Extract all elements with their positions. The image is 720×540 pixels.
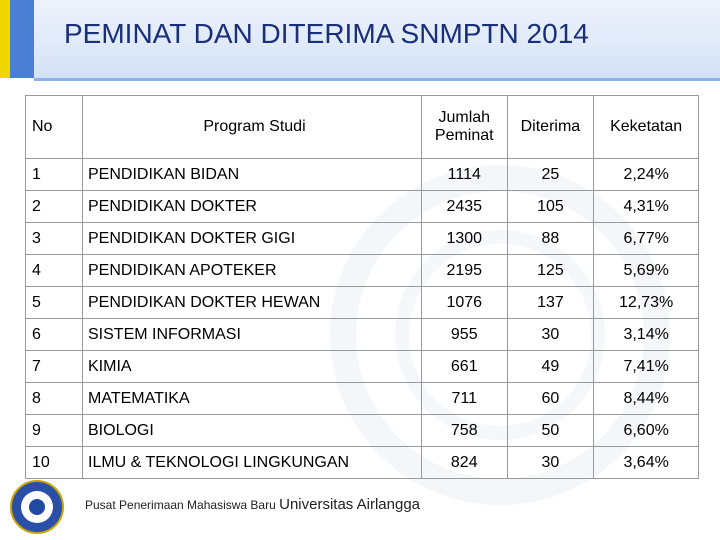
cell-no: 10: [26, 447, 83, 479]
cell-program: PENDIDIKAN APOTEKER: [83, 255, 422, 287]
header-keketatan: Keketatan: [594, 96, 699, 159]
cell-program: PENDIDIKAN DOKTER GIGI: [83, 223, 422, 255]
cell-program: BIOLOGI: [83, 415, 422, 447]
cell-diterima: 88: [507, 223, 594, 255]
table-row: [26, 287, 699, 319]
cell-keketatan: 6,60%: [594, 415, 699, 447]
cell-diterima: 137: [507, 287, 594, 319]
header-jumlah-line2: Peminat: [434, 127, 494, 144]
footer-office: Pusat Penerimaan Mahasiswa Baru: [85, 498, 276, 512]
cell-program: SISTEM INFORMASI: [83, 319, 422, 351]
table-row: [26, 447, 699, 479]
table-header-row: [26, 96, 699, 159]
cell-program: KIMIA: [83, 351, 422, 383]
cell-keketatan: 4,31%: [594, 191, 699, 223]
footer-university: Universitas Airlangga: [279, 496, 421, 513]
cell-keketatan: 3,14%: [594, 319, 699, 351]
cell-no: 8: [26, 383, 83, 415]
cell-program: ILMU & TEKNOLOGI LINGKUNGAN: [83, 447, 422, 479]
cell-diterima: 105: [507, 191, 594, 223]
university-seal-icon: [10, 480, 64, 534]
cell-diterima: 60: [507, 383, 594, 415]
header-jumlah-peminat: [422, 96, 508, 159]
header-band: [34, 0, 720, 78]
table-row: [26, 415, 699, 447]
cell-no: 4: [26, 255, 83, 287]
table-row: [26, 159, 699, 191]
cell-no: 3: [26, 223, 83, 255]
cell-no: 2: [26, 191, 83, 223]
header-divider: [34, 78, 720, 81]
header-jumlah-line1: Jumlah: [438, 109, 491, 126]
cell-keketatan: 5,69%: [594, 255, 699, 287]
header-no: No: [26, 96, 83, 159]
cell-peminat: 2195: [422, 255, 508, 287]
cell-peminat: 955: [422, 319, 508, 351]
cell-keketatan: 3,64%: [594, 447, 699, 479]
cell-diterima: 30: [507, 319, 594, 351]
cell-diterima: 50: [507, 415, 594, 447]
cell-peminat: 661: [422, 351, 508, 383]
footer: [85, 496, 420, 513]
cell-diterima: 49: [507, 351, 594, 383]
table-row: [26, 319, 699, 351]
cell-program: MATEMATIKA: [83, 383, 422, 415]
page-title: PEMINAT DAN DITERIMA SNMPTN 2014: [64, 18, 589, 49]
cell-no: 9: [26, 415, 83, 447]
cell-peminat: 1076: [422, 287, 508, 319]
cell-program: PENDIDIKAN BIDAN: [83, 159, 422, 191]
table-row: [26, 223, 699, 255]
cell-no: 6: [26, 319, 83, 351]
cell-diterima: 30: [507, 447, 594, 479]
cell-keketatan: 6,77%: [594, 223, 699, 255]
header-diterima: Diterima: [507, 96, 594, 159]
cell-no: 5: [26, 287, 83, 319]
cell-program: PENDIDIKAN DOKTER HEWAN: [83, 287, 422, 319]
cell-diterima: 125: [507, 255, 594, 287]
cell-diterima: 25: [507, 159, 594, 191]
cell-peminat: 824: [422, 447, 508, 479]
accent-bar-blue: [10, 0, 34, 78]
cell-peminat: 711: [422, 383, 508, 415]
cell-keketatan: 12,73%: [594, 287, 699, 319]
table-row: [26, 191, 699, 223]
cell-keketatan: 8,44%: [594, 383, 699, 415]
cell-peminat: 2435: [422, 191, 508, 223]
admissions-table: [25, 95, 699, 479]
cell-peminat: 1300: [422, 223, 508, 255]
cell-no: 7: [26, 351, 83, 383]
table-row: [26, 255, 699, 287]
cell-program: PENDIDIKAN DOKTER: [83, 191, 422, 223]
header-program: Program Studi: [83, 96, 422, 159]
cell-peminat: 758: [422, 415, 508, 447]
cell-keketatan: 2,24%: [594, 159, 699, 191]
table-row: [26, 351, 699, 383]
table-row: [26, 383, 699, 415]
cell-peminat: 1114: [422, 159, 508, 191]
cell-keketatan: 7,41%: [594, 351, 699, 383]
accent-bar-yellow: [0, 0, 10, 78]
cell-no: 1: [26, 159, 83, 191]
